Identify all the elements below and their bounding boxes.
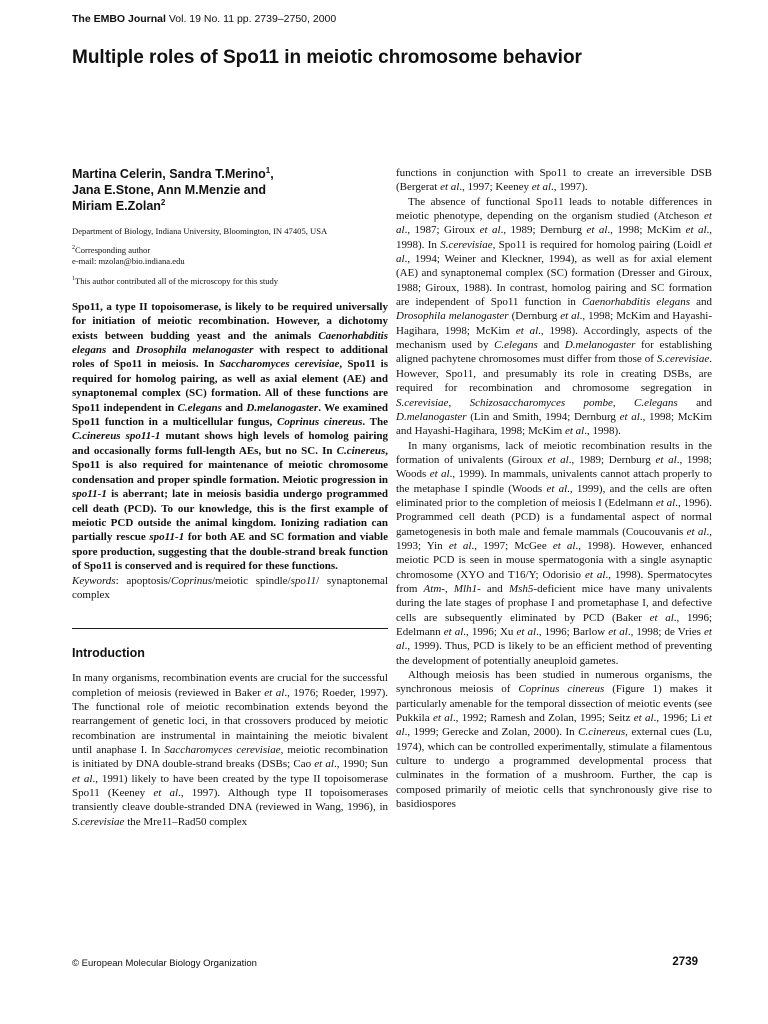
contribution-note: $^1$This author contributed all of the microscopy for this study — [72, 275, 279, 286]
journal-citation: Vol. 19 No. 11 pp. 2739–2750, 2000 — [165, 13, 337, 25]
author-footnote-mark: 2 — [160, 197, 166, 207]
author-footnote-mark: 1 — [265, 165, 271, 175]
keywords: Keywords: apoptosis/Coprinus/meiotic spindle/spo11/ synaptonemal complex — [72, 574, 388, 601]
journal-name: The EMBO Journal — [72, 13, 166, 25]
running-head — [72, 13, 336, 25]
introduction-paragraph: In many organisms, recombination events are crucial for the successful completion of meiosis (reviewed in Baker et al., 1976; Roeder, 1997). The functional role of meiotic recombination extends beyond the rearrangement of genetic loci, in that crossovers produced by meiotic recombination are instrumental in maintaining the meiotic bivalent until anaphase I. In Saccharomyces cerevisiae, meiotic recombination is initiated by DNA double-strand breaks (DSBs; Cao et al., 1990; Sun et al., 1991) likely to have been created by the type II topoisomerase Spo11 (Keeney et al., 1997). Although type II topoisomerases transiently cleave double-stranded DNA (reviewed in Wang, 1996), in S.cerevisiae the Mre11–Rad50 complex — [72, 672, 389, 828]
page-number: 2739 — [672, 956, 698, 968]
section-divider — [72, 628, 388, 629]
article-title: Multiple roles of Spo11 in meiotic chromosome behavior — [72, 47, 582, 68]
body-paragraph: In many organisms, lack of meiotic recombination results in the formation of univalents (Giroux et al., 1989; Dernburg et al., 1998; Woods et al., 1999). In mammals, univalents cannot attach properly to the metaphase I spindle (Woods et al., 1999), and the cells are often eliminated prior to the completion of meiosis I (Edelmann et al., 1996). Programmed cell death (PCD) is a fundamental aspect of normal gametogenesis in both male and female mammals (Coucouvanis et al., 1993; Yin et al., 1997; McGee et al., 1998). However, enhanced meiotic PCD is seen in mouse spermatogonia with a single asynaptic chromosome (XYO and T16/Y; Odorisio et al., 1998). Spermatocytes from Atm-, Mlh1- and Msh5-deficient mice have many univalents during the late stages of prophase I and prometaphase I, and defective cells are subsequently eliminated by PCD (Baker et al., 1996; Edelmann et al., 1996; Xu et al., 1996; Barlow et al., 1998; de Vries et al., 1999). Thus, PCD is likely to be an efficient method of preventing the development of potentially aneuploid gametes. — [396, 439, 713, 667]
abstract: Spo11, a type II topoisomerase, is likely to be required universally for initiation of meiotic recombination. However, a dichotomy exists between budding yeast and the animals Caenorhabditis elegans and Drosophila melanogaster with respect to additional roles of Spo11 in meiosis. In Saccharomyces cerevisiae, Spo11 is required for homolog pairing, as well as axial element (AE) and synaptonemal complex (SC) formation. All of these functions are Spo11 independent in C.elegans and D.melanogaster. We examined Spo11 function in a multicellular fungus, Coprinus cinereus. The C.cinereus spo11-1 mutant shows high levels of homolog pairing and occasionally forms full-length AEs, but no SC. In C.cinereus, Spo11 is also required for maintenance of meiotic chromosome condensation and proper spindle formation. Meiotic progression in spo11-1 is aberrant; late in meiosis basidia undergo programmed cell death (PCD). To our knowledge, this is the first example of meiotic PCD outside the animal kingdom. Ionizing radiation can partially rescue spo11-1 for both AE and SC formation and viable spore production, suggesting that the double-strand break function of Spo11 is conserved and is required for these functions. — [72, 300, 389, 573]
right-column — [396, 166, 712, 811]
body-paragraph: Although meiosis has been studied in numerous organisms, the synchronous meiosis of Coprinus cinereus (Figure 1) makes it particularly amenable for the temporal dissection of meiotic events (see Pukkila et al., 1992; Ramesh and Zolan, 1995; Seitz et al., 1996; Li et al., 1999; Gerecke and Zolan, 2000). In C.cinereus, external cues (Lu, 1974), which can be controlled experimentally, stimulate a filamentous culture to undergo a programmed developmental process that culminates in the formation of a mushroom. Further, the cap is composed primarily of meiotic cells that synchronously give rise to basidiospores — [396, 669, 713, 811]
copyright-notice: © European Molecular Biology Organization — [72, 958, 257, 969]
author-list: Martina Celerin, Sandra T.Merino$^1$, Jana E.Stone, Ann M.Menzie and Miriam E.Zolan$^2$ — [72, 165, 274, 213]
keywords-label: Keywords — [72, 574, 116, 587]
affiliation: Department of Biology, Indiana University, Bloomington, IN 47405, USA — [72, 226, 328, 236]
corresponding-email: e-mail: mzolan@bio.indiana.edu — [72, 256, 185, 267]
corresponding-author: $^2$Corresponding author e-mail: mzolan@bio.indiana.edu — [72, 245, 185, 267]
body-paragraph: functions in conjunction with Spo11 to create an irreversible DSB (Bergerat et al., 1997; Keeney et al., 1997). — [396, 167, 712, 194]
left-column — [72, 166, 388, 829]
body-paragraph: The absence of functional Spo11 leads to notable differences in meiotic phenotype, depending on the organism studied (Atcheson et al., 1987; Giroux et al., 1989; Dernburg et al., 1998; McKim et al., 1998). In S.cerevisiae, Spo11 is required for homolog pairing (Loidl et al., 1994; Weiner and Kleckner, 1994), as well as for axial element (AE) and synaptonemal complex (SC) formation (Dresser and Giroux, 1988; Giroux, 1988). In contrast, homolog pairing and SC formation are independent of Spo11 function in Caenorhabditis elegans and Drosophila melanogaster (Dernburg et al., 1998; McKim and Hayashi-Hagihara, 1998; McKim et al., 1998). Accordingly, aspects of the mechanism used by C.elegans and D.melanogaster for establishing aligned pachytene chromosomes must differ from those of S.cerevisiae. However, Spo11, and presumably its role in creating DSBs, are required for recombination and chromosome segregation in S.cerevisiae, Schizosaccharomyces pombe, C.elegans and D.melanogaster (Lin and Smith, 1994; Dernburg et al., 1998; McKim and Hayashi-Hagihara, 1998; McKim et al., 1998). — [396, 195, 713, 438]
introduction-heading: Introduction — [72, 646, 145, 661]
